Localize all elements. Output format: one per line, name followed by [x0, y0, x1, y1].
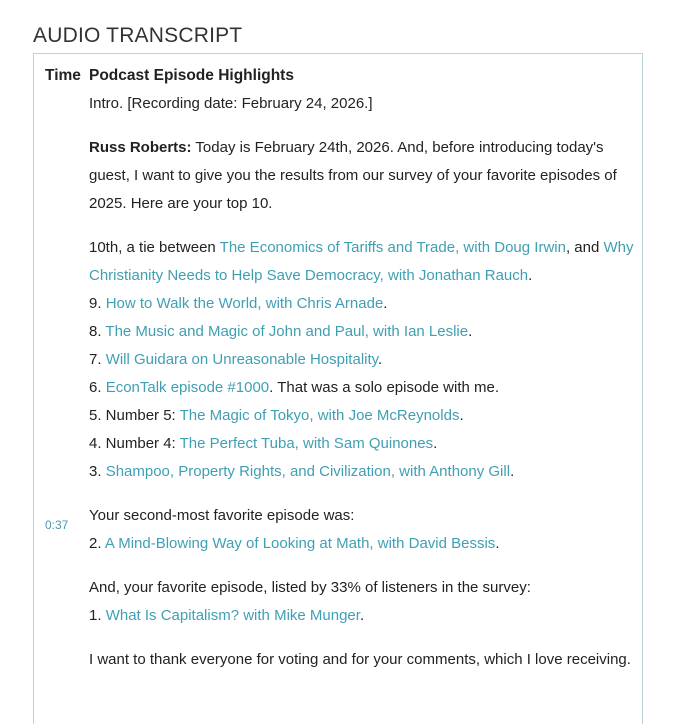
- list-item-text: .: [378, 351, 383, 368]
- list-item: [89, 290, 634, 318]
- list-item: [89, 602, 634, 630]
- episode-link[interactable]: The Magic of Tokyo, with Joe McReynolds: [179, 407, 460, 424]
- list-item-text: .: [468, 323, 473, 340]
- episode-link[interactable]: Shampoo, Property Rights, and Civilization, with Anthony Gill: [105, 463, 511, 480]
- transcript-paragraph: [89, 134, 634, 218]
- list-item-text: 7.: [89, 351, 106, 368]
- speaker-name: Russ Roberts:: [89, 139, 192, 156]
- transcript-paragraph: [89, 574, 634, 630]
- list-item-text: 5. Number 5:: [89, 407, 180, 424]
- closing-paragraph: I want to thank everyone for voting and for your comments, which I love receiving.: [89, 651, 631, 668]
- episode-link[interactable]: Will Guidara on Unreasonable Hospitality: [105, 351, 379, 368]
- episode-link[interactable]: What Is Capitalism? with Mike Munger: [105, 607, 360, 624]
- list-item: [89, 346, 634, 374]
- list-item-text: 3.: [89, 463, 106, 480]
- list-item-text: . That was a solo episode with me.: [269, 379, 499, 396]
- episode-link[interactable]: A Mind-Blowing Way of Looking at Math, with David Bessis: [104, 535, 496, 552]
- list-item-text: .: [459, 407, 464, 424]
- list-item-text: 2.: [89, 535, 105, 552]
- paragraph-text: Your second-most favorite episode was:: [89, 507, 355, 524]
- section-heading: AUDIO TRANSCRIPT: [33, 24, 243, 47]
- list-item-text: 4. Number 4:: [89, 435, 180, 452]
- list-item-text: .: [359, 607, 365, 624]
- paragraph-text: And, your favorite episode, listed by 33% of listeners in the survey:: [89, 579, 531, 596]
- episode-link[interactable]: How to Walk the World, with Chris Arnade: [105, 295, 384, 312]
- episode-link[interactable]: The Perfect Tuba, with Sam Quinones: [179, 435, 434, 452]
- list-item: [89, 318, 634, 346]
- list-item-text: .: [495, 535, 500, 552]
- list-item: [89, 458, 634, 486]
- timestamp-link[interactable]: 0:37: [45, 518, 69, 532]
- time-column-header: Time: [45, 67, 81, 84]
- list-item: [89, 530, 634, 558]
- list-item: [89, 374, 634, 402]
- list-item: [89, 430, 634, 458]
- episode-link[interactable]: Why Christianity Needs to Help Save Democracy, with Jonathan Rauch: [89, 239, 634, 284]
- list-item-text: 6.: [89, 379, 106, 396]
- episode-link[interactable]: The Music and Magic of John and Paul, with Ian Leslie: [105, 323, 469, 340]
- episode-link[interactable]: EconTalk episode #1000: [105, 379, 270, 396]
- list-item-text: .: [383, 295, 388, 312]
- list-item-text: 10th, a tie between: [89, 239, 220, 256]
- list-item: [89, 234, 634, 290]
- transcript-content: [89, 90, 634, 690]
- list-item-text: 9.: [89, 295, 106, 312]
- intro-paragraph: Intro. [Recording date: February 24, 2026.]: [89, 95, 373, 112]
- episode-title-header: Podcast Episode Highlights: [89, 67, 294, 84]
- list-item-text: .: [510, 463, 515, 480]
- list-item-text: .: [528, 267, 533, 284]
- list-item-text: , and: [565, 239, 604, 256]
- transcript-paragraph: [89, 502, 634, 558]
- top-ten-list: [89, 234, 634, 486]
- transcript-panel: [33, 53, 643, 724]
- list-item-text: .: [433, 435, 438, 452]
- list-item: [89, 402, 634, 430]
- paragraph-text: Today is February 24th, 2026. And, before introducing today's guest, I want to give you the results from our survey of your favorite episodes of 2025. Here are your top 10.: [89, 139, 617, 212]
- list-item-text: 8.: [89, 323, 106, 340]
- list-item-text: 1.: [89, 607, 106, 624]
- episode-link[interactable]: The Economics of Tariffs and Trade, with Doug Irwin: [219, 239, 566, 256]
